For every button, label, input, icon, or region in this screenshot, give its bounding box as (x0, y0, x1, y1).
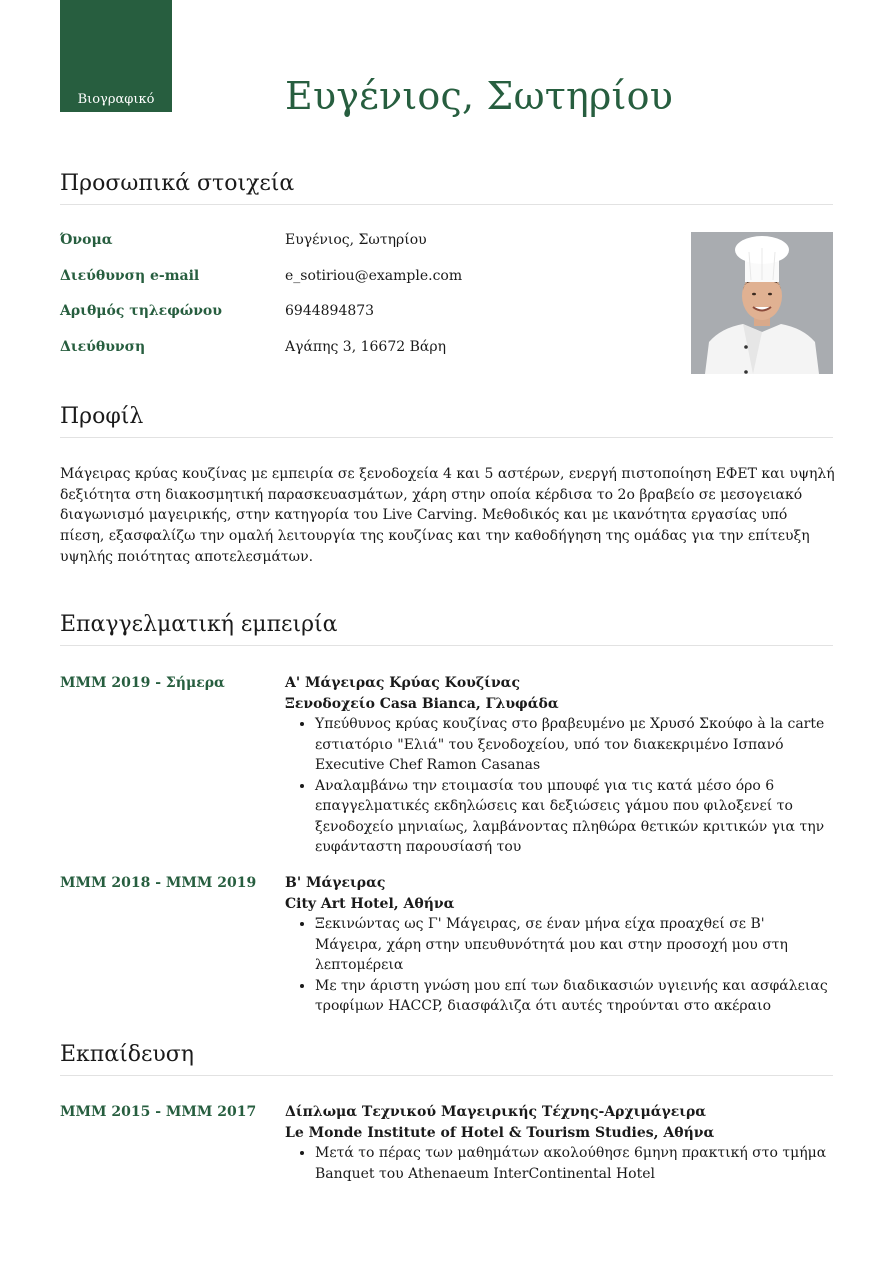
education-entry (60, 1102, 833, 1184)
page-title: Ευγένιος, Σωτηρίου (285, 74, 674, 118)
info-row-phone (60, 303, 660, 319)
entry-bullets (285, 714, 833, 858)
entry-organization: Le Monde Institute of Hotel & Tourism Studies, Αθήνα (285, 1124, 715, 1141)
info-label: Αριθμός τηλεφώνου (60, 303, 222, 319)
entry-date: ΜΜΜ 2015 - ΜΜΜ 2017 (60, 1104, 257, 1120)
info-value: Ευγένιος, Σωτηρίου (285, 232, 427, 248)
profile-photo (691, 232, 833, 374)
experience-entry (60, 873, 833, 1017)
info-label: Διεύθυνση e-mail (60, 268, 200, 284)
bullet-item: • Με την άριστη γνώση μου επί των διαδικασιών υγιεινής και ασφάλειας τροφίμων HACCP, διασφάλιζα ότι αυτές τηρούνται στο ακέραιο (315, 976, 833, 1017)
section-heading-personal: Προσωπικά στοιχεία (60, 171, 833, 205)
info-label: Όνομα (60, 232, 113, 248)
info-label: Διεύθυνση (60, 339, 146, 355)
section-heading-experience: Επαγγελματική εμπειρία (60, 612, 833, 646)
info-row-email (60, 268, 660, 284)
entry-bullets (285, 1143, 833, 1184)
info-value: 6944894873 (285, 303, 375, 319)
bullet-item: • Υπεύθυνος κρύας κουζίνας στο βραβευμένο με Χρυσό Σκούφο à la carte εστιατόριο "Ελιά" του ξενοδοχείου, υπό τον διακεκριμένο Ισπανό Executive Chef Ramon Casanas (315, 714, 833, 776)
bullet-item: • Αναλαμβάνω την ετοιμασία του μπουφέ για τις κατά μέσο όρο 6 επαγγελματικές εκδηλώσεις και δεξιώσεις γάμου που φιλοξενεί το ξενοδοχείο μηνιαίως, λαμβάνοντας πληθώρα θετικών κριτικών για την ευφάνταστη παρουσίασή του (315, 776, 833, 858)
info-row-address (60, 339, 660, 355)
entry-title: Δίπλωμα Τεχνικού Μαγειρικής Τέχνης-Αρχιμάγειρα (285, 1104, 707, 1120)
info-value: Αγάπης 3, 16672 Βάρη (285, 339, 446, 355)
info-value: e_sotiriou@example.com (285, 268, 463, 284)
entry-organization: Ξενοδοχείο Casa Bianca, Γλυφάδα (285, 695, 559, 712)
entry-date: ΜΜΜ 2018 - ΜΜΜ 2019 (60, 875, 257, 891)
entry-organization: City Art Hotel, Αθήνα (285, 895, 455, 912)
entry-date: ΜΜΜ 2019 - Σήμερα (60, 675, 225, 691)
chef-portrait-icon (691, 232, 833, 374)
entry-body (285, 673, 833, 858)
experience-entry (60, 673, 833, 858)
bullet-item: • Μετά το πέρας των μαθημάτων ακολούθησε 6μηνη πρακτική στο τμήμα Banquet του Athenaeum InterContinental Hotel (315, 1143, 833, 1184)
badge-label: Βιογραφικό (77, 92, 155, 107)
entry-body (285, 1102, 833, 1184)
entry-bullets (285, 914, 833, 1017)
entry-body (285, 873, 833, 1017)
info-row-name (60, 232, 660, 248)
entry-title: Β' Μάγειρας (285, 875, 386, 891)
bullet-item: • Ξεκινώντας ως Γ' Μάγειρας, σε έναν μήνα είχα προαχθεί σε Β' Μάγειρα, χάρη στην υπευθυνότητά μου και στην προσοχή μου στη λεπτομέρεια (315, 914, 833, 976)
entry-title: Α' Μάγειρας Κρύας Κουζίνας (285, 675, 520, 691)
section-heading-profile: Προφίλ (60, 404, 833, 438)
profile-summary: Μάγειρας κρύας κουζίνας με εμπειρία σε ξενοδοχεία 4 και 5 αστέρων, ενεργή πιστοποίηση ΕΦΕΤ και υψηλή δεξιότητα στη διακοσμητική παρασκευασμάτων, χάρη στην οποία κέρδισα το 2ο βραβείο σε μεσογειακό διαγωνισμό μαγειρικής, στην κατηγορία του Live Carving. Μεθοδικός και με ικανότητα εργασίας υπό πίεση, εξασφαλίζω την ομαλή λειτουργία της κουζίνας και την καθοδήγηση της ομάδας για την επίτευξη υψηλής ποιότητας αποτελεσμάτων. (60, 466, 835, 565)
resume-badge (60, 0, 172, 112)
section-heading-education: Εκπαίδευση (60, 1042, 833, 1076)
